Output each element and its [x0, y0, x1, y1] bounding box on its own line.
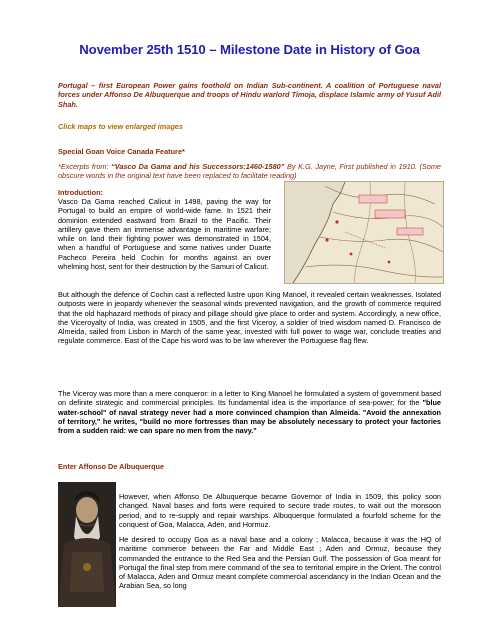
paragraph-4: However, when Affonso De Albuquerque became Governor of India in 1509, this policy soon changed. Naval bases and forts were required to secure trade routes, to wait out the monsoon period, and to re-supply and repair warships. Albuquerque formulated a fourfold scheme for the conquest of Goa, Malacca, Aden, and Hormuz.	[119, 492, 441, 529]
introduction-heading: Introduction:	[58, 188, 103, 197]
portrait-drawing	[58, 482, 116, 607]
click-maps-note: Click maps to view enlarged images	[58, 122, 183, 131]
feature-label: Special Goan Voice Canada Feature*	[58, 147, 185, 156]
page-title: November 25th 1510 – Milestone Date in History of Goa	[79, 42, 420, 57]
excerpt-prefix: *Excerpts from:	[58, 162, 112, 171]
paragraph-3	[58, 389, 441, 435]
map-image[interactable]	[284, 181, 444, 284]
portrait-image[interactable]	[58, 482, 116, 607]
paragraph-2: But although the defence of Cochin cast a reflected lustre upon King Manoel, it revealed certain weaknesses. Isolated outposts were in jeopardy whenever the seasonal winds prevented navigation, and the growth of commerce required that the old haphazard methods of piracy and pillage should give place to order and system. Accordingly, a new office, the Viceroyalty of India, was created in 1505, and the first Viceroy, a soldier of tried wisdom named D. Francisco de Almeida, sailed from Lisbon in March of the same year, invested with full power to wage war, conclude treaties and regulate commerce. East of the Cape his word was to be law wherever the Portuguese flag flew.	[58, 290, 441, 346]
enter-albuquerque-heading: Enter Affonso De Albuquerque	[58, 462, 165, 471]
map-drawing	[285, 182, 443, 283]
excerpt-source	[58, 162, 441, 181]
excerpt-suffix: By K.G. Jayne, First published in 1910. (Some obscure words in the original text have been replaced to facilitate reading)	[58, 162, 441, 181]
excerpt-book-title: “Vasco Da Gama and his Successors:1460-1580”	[111, 162, 285, 171]
intro-summary: Portugal – first European Power gains foothold on Indian Sub-continent. A coalition of Portuguese naval forces under Affonso De Albuquerque and troops of Hindu warlord Timoja, displace Islamic army of Yusuf Adil Shah.	[58, 81, 441, 109]
paragraph-5: He desired to occupy Goa as a naval base and a colony ; Malacca, because it was the HQ of maritime commerce between the Far and Middle East ; Aden and Ormuz, because they commanded the entrance to the Red Sea and the Persian Gulf. The possession of Goa meant for Portugal the final step from mere command of the sea to territorial empire in the Orient. The control of Malacca, Aden and Ormuz meant complete commercial ascendancy in the Indian Ocean and the Arabian Sea, so long	[119, 535, 441, 591]
paragraph-3-quote: "blue water-school" of naval strategy never had a more convinced champion than Almeida. "Avoid the annexation of territory," he writes, "build no more fortresses than may be absolutely necessary to protect your factories from a sudden raid: we can spare no men from the navy."	[58, 398, 441, 436]
paragraph-3-text: The Viceroy was more than a mere conqueror: in a letter to King Manoel he formulated a system of government based on definite strategic and commercial principles. Its fundamental idea is the importance of sea-power; for the	[58, 389, 441, 408]
paragraph-1: Vasco Da Gama reached Calicut in 1498, paving the way for Portugal to build an empire of world-wide fame. In 1521 their dominion extended eastward from Brazil to the Pacific. Their artillery gave them an immense advantage in maritime warfare; while on land their fighting power was demonstrated in 1504, when a handful of Portuguese and some natives under Duarte Pacheco Pereira held Cochin for months against an over whelming host, sent for their destruction by the Samuri of Calicut.	[58, 197, 271, 272]
